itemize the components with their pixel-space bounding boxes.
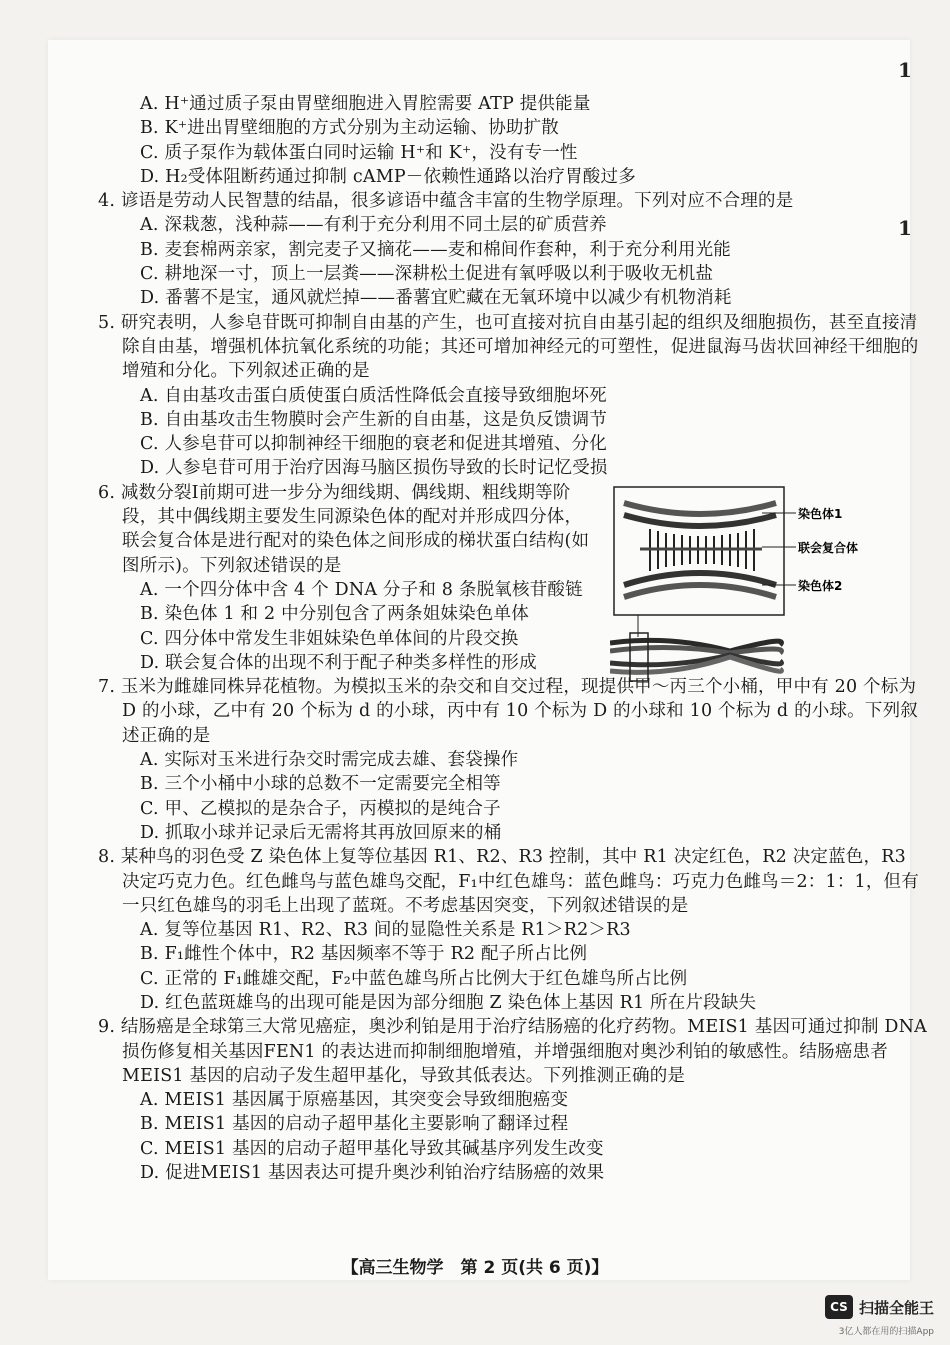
q9-option-c: C. MEIS1 基因的启动子超甲基化导致其碱基序列发生改变 <box>140 1138 604 1159</box>
q7-stem: 7. 玉米为雌雄同株异花植物。为模拟玉米的杂交和自交过程，现提供甲～丙三个小桶，甲中有 20 个标为 D 的小球，乙中有 20 个标为 d 的小球，丙中有 10 个标为 D 的小球和 10 个标为 d 的小球。下列叙述正确的是 <box>98 677 918 746</box>
q4-stem: 4. 谚语是劳动人民智慧的结晶，很多谚语中蕴含丰富的生物学原理。下列对应不合理的是 <box>98 191 794 212</box>
q6-option-d: D. 联会复合体的出现不利于配子种类多样性的形成 <box>140 652 537 673</box>
label-chromosome-2: 染色体2 <box>798 578 843 593</box>
scanner-watermark <box>825 1295 934 1319</box>
q8-stem: 8. 某种鸟的羽色受 Z 染色体上复等位基因 R1、R2、R3 控制，其中 R1 决定红色，R2 决定蓝色，R3 决定巧克力色。红色雌鸟与蓝色雄鸟交配，F₁中红色雄鸟：蓝色雌鸟：巧克力色雌鸟＝2：1：1，但有一只红色雄鸟的羽毛上出现了蓝斑。不考虑基因突变，下列叙述错误的是 <box>98 847 919 916</box>
q5-option-c: C. 人参皂苷可以抑制神经干细胞的衰老和促进其增殖、分化 <box>140 434 607 455</box>
q4-option-c: C. 耕地深一寸，顶上一层粪——深耕松土促进有氧呼吸以利于吸收无机盐 <box>140 264 714 285</box>
q7-option-c: C. 甲、乙模拟的是杂合子，丙模拟的是纯合子 <box>140 798 501 819</box>
tetrad-strand-b <box>610 647 781 653</box>
q5-option-a: A. 自由基攻击蛋白质使蛋白质活性降低会直接导致细胞坏死 <box>140 385 607 406</box>
q8-option-c: C. 正常的 F₁雌雄交配，F₂中蓝色雄鸟所占比例大于红色雄鸟所占比例 <box>140 968 688 989</box>
synaptonemal-complex-figure <box>610 485 930 685</box>
q8-option-d: D. 红色蓝斑雄鸟的出现可能是因为部分细胞 Z 染色体上基因 R1 所在片段缺失 <box>140 992 757 1013</box>
q9-option-a: A. MEIS1 基因属于原癌基因，其突变会导致细胞癌变 <box>140 1090 569 1111</box>
q7-option-d: D. 抓取小球并记录后无需将其再放回原来的桶 <box>140 822 502 843</box>
q4-option-b: B. 麦套棉两亲家，割完麦子又摘花——麦和棉间作套种，利于充分利用光能 <box>140 239 731 260</box>
question-5 <box>98 311 928 481</box>
q3-option-a: A. H⁺通过质子泵由胃壁细胞进入胃腔需要 ATP 提供能量 <box>140 94 591 114</box>
q5-option-b: B. 自由基攻击生物膜时会产生新的自由基，这是负反馈调节 <box>140 409 608 430</box>
q3-option-d: D. H₂受体阻断药通过抑制 cAMP－依赖性通路以治疗胃酸过多 <box>140 166 636 187</box>
q8-option-b: B. F₁雌性个体中，R2 基因频率不等于 R2 配子所占比例 <box>140 944 588 965</box>
label-synaptonemal-complex: 联会复合体 <box>798 540 859 555</box>
q3-option-c: C. 质子泵作为载体蛋白同时运输 H⁺和 K⁺，没有专一性 <box>140 142 578 163</box>
q9-stem: 9. 结肠癌是全球第三大常见癌症，奥沙利铂是用于治疗结肠癌的化疗药物。MEIS1 基因可通过抑制 DNA 损伤修复相关基因FEN1 的表达进而抑制细胞增殖，并增强细胞对奥沙利铂的敏感性。结肠癌患者MEIS1 基因的启动子发生超甲基化，导致其低表达。下列推测正确的是 <box>98 1017 927 1086</box>
label-chromosome-1: 染色体1 <box>798 506 843 521</box>
exam-page <box>48 40 927 1280</box>
q6-option-c: C. 四分体中常发生非姐妹染色单体间的片段交换 <box>140 628 519 649</box>
question-9 <box>98 1015 928 1185</box>
q9-option-b: B. MEIS1 基因的启动子超甲基化主要影响了翻译过程 <box>140 1114 569 1135</box>
scanner-tagline: 3亿人都在用的扫描App <box>838 1327 934 1337</box>
q3-option-b: B. K⁺进出胃壁细胞的方式分别为主动运输、协助扩散 <box>140 118 559 139</box>
question-8 <box>98 845 928 1015</box>
scanner-app-name: 扫描全能王 <box>858 1298 934 1317</box>
q6-stem: 6. 减数分裂Ⅰ前期可进一步分为细线期、偶线期、粗线期等阶段，其中偶线期主要发生同源染色体的配对并形成四分体，联会复合体是进行配对的染色体之间形成的梯状蛋白结构(如图所示)。下列叙述错误的是 <box>98 482 590 576</box>
question-6 <box>98 481 928 675</box>
page-footer: 【高三生物学 第 2 页(共 6 页)】 <box>341 1258 609 1278</box>
question-7 <box>98 675 928 845</box>
q6-text <box>98 481 598 675</box>
q6-option-b: B. 染色体 1 和 2 中分别包含了两条姐妹染色单体 <box>140 604 529 625</box>
q7-option-b: B. 三个小桶中小球的总数不一定需要完全相等 <box>140 774 501 795</box>
q5-stem: 5. 研究表明，人参皂苷既可抑制自由基的产生，也可直接对抗自由基引起的组织及细胞损伤，甚至直接清除自由基，增强机体抗氧化系统的功能；其还可增加神经元的可塑性，促进鼠海马齿状回神经干细胞的增殖和分化。下列叙述正确的是 <box>98 312 919 382</box>
edge-mark-top: 1 <box>898 58 912 82</box>
chromosome-2-outer-strand <box>624 585 776 597</box>
question-3-options <box>98 92 928 189</box>
q9-option-d: D. 促进MEIS1 基因表达可提升奥沙利铂治疗结肠癌的效果 <box>140 1163 605 1184</box>
q6-option-a: A. 一个四分体中含 4 个 DNA 分子和 8 条脱氧核苷酸链 <box>140 579 583 600</box>
edge-mark-mid: 1 <box>898 216 912 240</box>
question-4 <box>98 189 928 310</box>
q4-option-a: A. 深栽葱，浅种蒜——有利于充分利用不同土层的矿质营养 <box>140 215 607 236</box>
chromosome-1-outer-strand <box>624 503 776 514</box>
question-content <box>98 92 928 1185</box>
q8-option-a: A. 复等位基因 R1、R2、R3 间的显隐性关系是 R1＞R2＞R3 <box>140 920 631 941</box>
scanner-logo-icon: CS <box>825 1295 853 1319</box>
q5-option-d: D. 人参皂苷可用于治疗因海马脑区损伤导致的长时记忆受损 <box>140 458 608 479</box>
q7-option-a: A. 实际对玉米进行杂交时需完成去雄、套袋操作 <box>140 750 519 771</box>
q4-option-d: D. 番薯不是宝，通风就烂掉——番薯宜贮藏在无氧环境中以减少有机物消耗 <box>140 288 732 309</box>
